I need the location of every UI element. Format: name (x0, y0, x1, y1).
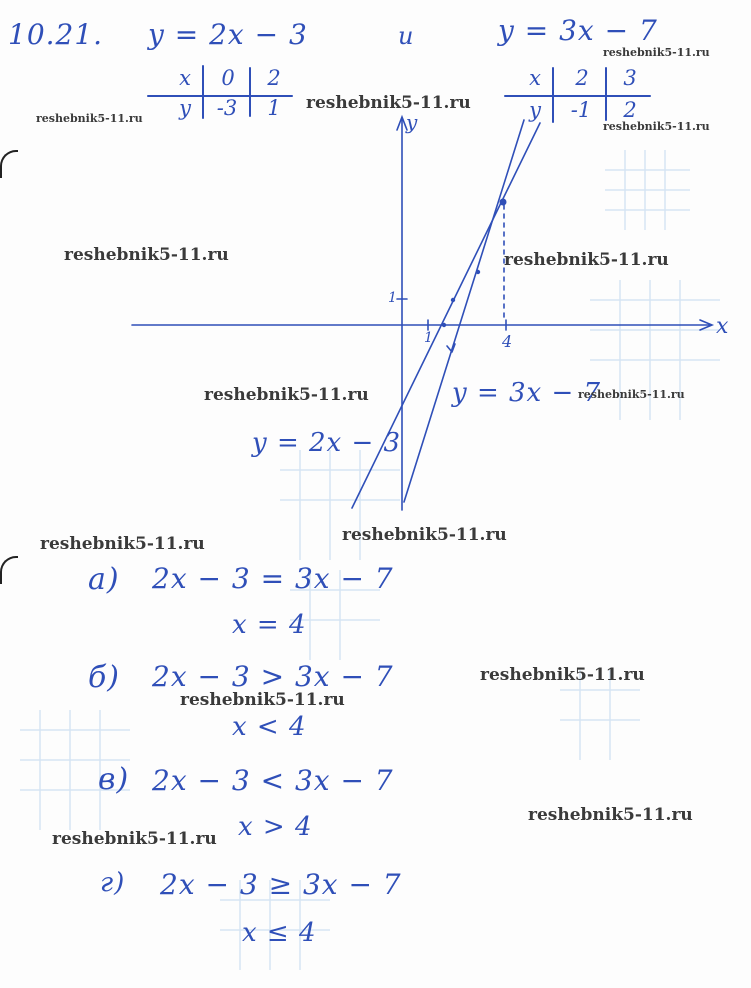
watermark: reshebnik5-11.ru (64, 245, 229, 265)
solution-inequality: 2x − 3 = 3x − 7 (152, 562, 394, 595)
table1-x-value: 0 (221, 66, 235, 90)
solution-inequality: 2x − 3 < 3x − 7 (152, 764, 394, 797)
point-on-line2 (442, 323, 446, 327)
conjunction-and: и (398, 22, 415, 50)
table2-y-value: 2 (623, 98, 637, 122)
solution-inequality: 2x − 3 > 3x − 7 (152, 660, 394, 693)
solution-inequality: 2x − 3 ≥ 3x − 7 (160, 868, 402, 901)
solution-answer: x = 4 (232, 610, 307, 640)
problem-number: 10.21. (8, 18, 104, 51)
solution-letter: а) (88, 562, 120, 597)
point-on-line1 (451, 298, 455, 302)
table1-x-value: 2 (267, 66, 281, 90)
tick-x-four-label: 4 (502, 332, 514, 351)
line2-label: y = 3x − 7 (452, 378, 602, 408)
watermark: reshebnik5-11.ru (480, 665, 645, 685)
equation-second: y = 3x − 7 (498, 14, 658, 47)
tick-x-one-label: 1 (424, 330, 434, 346)
line-3x-minus-7 (404, 120, 524, 502)
solution-letter: г) (100, 868, 126, 898)
watermark: reshebnik5-11.ru (180, 690, 345, 710)
line-direction-arrow (447, 344, 455, 352)
solution-answer: x > 4 (238, 812, 313, 842)
watermark: reshebnik5-11.ru (306, 93, 471, 113)
table2-y-value: -1 (570, 98, 592, 122)
solution-answer: x < 4 (232, 712, 307, 742)
watermark: reshebnik5-11.ru (528, 805, 693, 825)
table1-y-value: -3 (216, 96, 238, 120)
table2-header-x: x (529, 66, 541, 90)
watermark: reshebnik5-11.ru (504, 250, 669, 270)
equation-first: y = 2x − 3 (148, 18, 308, 51)
table2-x-value: 3 (623, 66, 637, 90)
solution-answer: x ≤ 4 (242, 918, 317, 948)
tick-y-one-label: 1 (388, 290, 398, 306)
solution-letter: в) (98, 762, 130, 797)
watermark: reshebnik5-11.ru (603, 120, 710, 133)
x-axis-label: x (716, 314, 730, 339)
table2-header-y: y (529, 98, 541, 122)
watermark: reshebnik5-11.ru (36, 112, 143, 125)
watermark: reshebnik5-11.ru (603, 46, 710, 59)
watermark: reshebnik5-11.ru (578, 388, 685, 401)
watermark: reshebnik5-11.ru (40, 534, 205, 554)
point-on-line2 (476, 270, 480, 274)
intersection-point (500, 199, 507, 206)
solution-letter: б) (88, 660, 121, 695)
watermark: reshebnik5-11.ru (342, 525, 507, 545)
watermark: reshebnik5-11.ru (204, 385, 369, 405)
y-axis-label: y (406, 110, 419, 134)
watermark: reshebnik5-11.ru (52, 829, 217, 849)
line1-label: y = 2x − 3 (252, 428, 402, 458)
table1-header-x: x (179, 66, 191, 90)
table2-x-value: 2 (575, 66, 589, 90)
table1-header-y: y (179, 96, 191, 120)
table1-y-value: 1 (267, 96, 281, 120)
